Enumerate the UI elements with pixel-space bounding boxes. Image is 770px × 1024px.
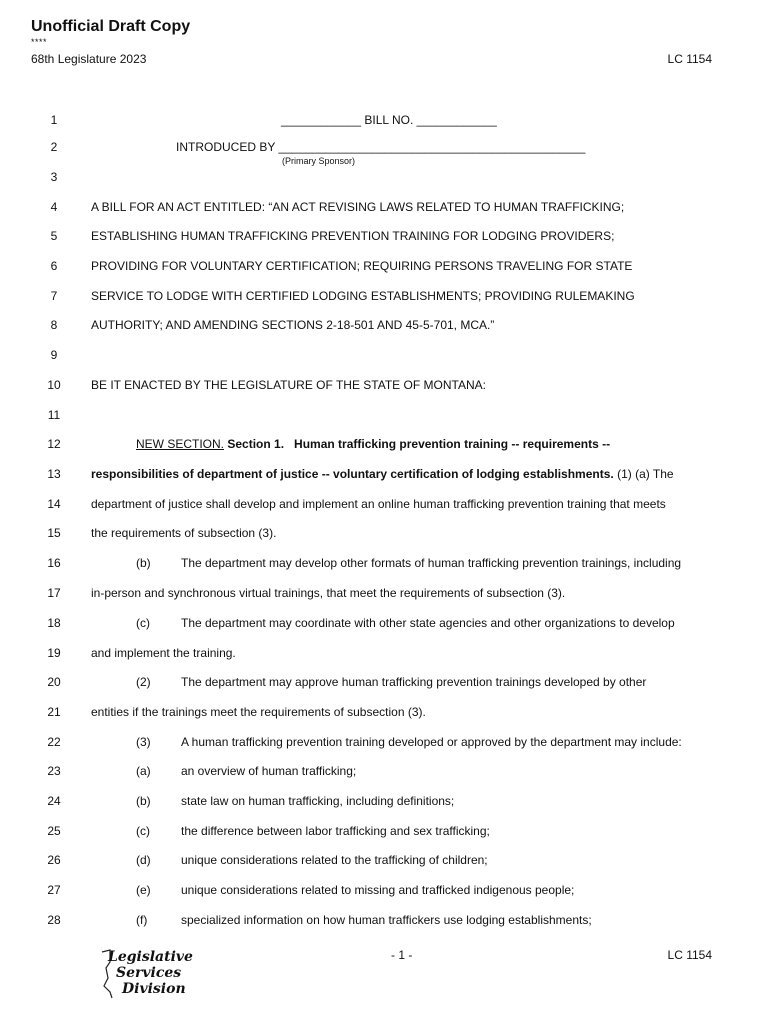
bill-line-11 — [0, 406, 770, 424]
line-text: The department may approve human trafficking prevention trainings developed by other — [181, 675, 647, 689]
line-number: 3 — [50, 170, 58, 184]
bill-line-21 — [0, 703, 770, 721]
subsection-marker: (3) — [136, 735, 151, 749]
bill-line-27 — [0, 881, 770, 899]
line-number: 21 — [47, 705, 61, 719]
line-number: 5 — [50, 229, 58, 243]
line-text: unique considerations related to missing and trafficked indigenous people; — [181, 883, 575, 897]
subsection-marker: (b) — [136, 794, 151, 808]
bill-number-blank: ____________ BILL NO. ____________ — [281, 113, 497, 127]
line-number: 7 — [50, 289, 58, 303]
bill-line-14 — [0, 495, 770, 513]
line-text: The department may coordinate with other state agencies and other organizations to develop — [181, 616, 675, 630]
line-number: 8 — [50, 318, 58, 332]
line-number: 4 — [50, 200, 58, 214]
line-number: 14 — [47, 497, 61, 511]
bill-line-23 — [0, 762, 770, 780]
bill-line-19 — [0, 644, 770, 662]
section-heading — [136, 435, 610, 453]
subsection-marker: (e) — [136, 883, 151, 897]
line-text: AUTHORITY; AND AMENDING SECTIONS 2-18-501 AND 45-5-701, MCA.” — [91, 318, 495, 332]
page-number: - 1 - — [391, 948, 413, 962]
logo-line-services: Services — [116, 965, 182, 981]
line-number: 18 — [47, 616, 61, 630]
bill-line-6 — [0, 257, 770, 275]
line-number: 1 — [50, 113, 58, 127]
line-text: department of justice shall develop and implement an online human trafficking prevention training that meets — [91, 497, 666, 511]
subsection-start: (1) (a) The — [613, 467, 674, 481]
line-text: SERVICE TO LODGE WITH CERTIFIED LODGING ESTABLISHMENTS; PROVIDING RULEMAKING — [91, 289, 635, 303]
line-number: 2 — [50, 140, 58, 154]
line-text: ESTABLISHING HUMAN TRAFFICKING PREVENTION TRAINING FOR LODGING PROVIDERS; — [91, 229, 615, 243]
subsection-marker: (2) — [136, 675, 151, 689]
line-number: 24 — [47, 794, 61, 808]
line-number: 16 — [47, 556, 61, 570]
bill-line-4 — [0, 198, 770, 216]
bill-line-18 — [0, 614, 770, 632]
line-text: specialized information on how human traffickers use lodging establishments; — [181, 913, 592, 927]
line-number: 23 — [47, 764, 61, 778]
doc-title: Unofficial Draft Copy — [31, 18, 191, 35]
line-number: 20 — [47, 675, 61, 689]
legislative-services-logo — [100, 948, 193, 1000]
line-number: 15 — [47, 526, 61, 540]
bill-line-26 — [0, 851, 770, 869]
subsection-marker: (f) — [136, 913, 148, 927]
line-text: in-person and synchronous virtual trainings, that meet the requirements of subsection (3). — [91, 586, 566, 600]
line-number: 10 — [47, 378, 61, 392]
line-text: unique considerations related to the trafficking of children; — [181, 853, 488, 867]
bill-line-17 — [0, 584, 770, 602]
bill-line-1 — [0, 111, 770, 129]
bill-line-20 — [0, 673, 770, 691]
line-text: entities if the trainings meet the requirements of subsection (3). — [91, 705, 426, 719]
line-text: an overview of human trafficking; — [181, 764, 357, 778]
line-number: 13 — [47, 467, 61, 481]
lc-number-footer: LC 1154 — [667, 948, 712, 962]
line-text — [91, 465, 674, 483]
lc-number-header: LC 1154 — [667, 52, 712, 66]
line-number: 22 — [47, 735, 61, 749]
bill-line-2 — [0, 138, 770, 156]
logo-line-legislative: Legislative — [108, 949, 193, 965]
subsection-marker: (c) — [136, 616, 150, 630]
legislature-label: 68th Legislature 2023 — [31, 52, 147, 66]
line-number: 27 — [47, 883, 61, 897]
bill-line-15 — [0, 524, 770, 542]
section-title: Human trafficking prevention training -- requirements -- — [294, 437, 611, 451]
line-number: 9 — [50, 348, 58, 362]
primary-sponsor-caption: (Primary Sponsor) — [282, 156, 356, 166]
bill-line-22 — [0, 733, 770, 751]
bill-line-13 — [0, 465, 770, 483]
line-text: the requirements of subsection (3). — [91, 526, 277, 540]
line-text: PROVIDING FOR VOLUNTARY CERTIFICATION; REQUIRING PERSONS TRAVELING FOR STATE — [91, 259, 633, 273]
line-number: 26 — [47, 853, 61, 867]
line-number: 6 — [50, 259, 58, 273]
line-text: A BILL FOR AN ACT ENTITLED: “AN ACT REVISING LAWS RELATED TO HUMAN TRAFFICKING; — [91, 200, 625, 214]
subsection-marker: (a) — [136, 764, 151, 778]
section-title-cont: responsibilities of department of justice -- voluntary certification of lodging establishments. — [91, 467, 614, 481]
subsection-marker: (b) — [136, 556, 151, 570]
line-number: 17 — [47, 586, 61, 600]
line-number: 12 — [47, 437, 61, 451]
introduced-by: INTRODUCED BY ______________________________________________ — [176, 140, 586, 154]
bill-line-16 — [0, 554, 770, 572]
line-number: 11 — [47, 408, 61, 422]
draft-stars: **** — [31, 37, 48, 47]
line-text: A human trafficking prevention training developed or approved by the department may include: — [181, 735, 682, 749]
line-number: 28 — [47, 913, 61, 927]
enacting-clause: BE IT ENACTED BY THE LEGISLATURE OF THE STATE OF MONTANA: — [91, 378, 486, 392]
line-text: and implement the training. — [91, 646, 236, 660]
bill-line-28 — [0, 911, 770, 929]
bill-line-9 — [0, 346, 770, 364]
bill-line-3 — [0, 168, 770, 186]
bill-line-25 — [0, 822, 770, 840]
bill-line-5 — [0, 227, 770, 245]
new-section-label: NEW SECTION. — [136, 437, 225, 451]
bill-line-8 — [0, 316, 770, 334]
line-number: 19 — [47, 646, 61, 660]
bill-line-24 — [0, 792, 770, 810]
section-number: Section 1. — [224, 437, 285, 451]
logo-line-division: Division — [122, 981, 186, 997]
line-text: the difference between labor trafficking and sex trafficking; — [181, 824, 490, 838]
bill-line-7 — [0, 287, 770, 305]
line-text: The department may develop other formats of human trafficking prevention trainings, including — [181, 556, 682, 570]
line-text: state law on human trafficking, including definitions; — [181, 794, 455, 808]
line-number: 25 — [47, 824, 61, 838]
subsection-marker: (c) — [136, 824, 150, 838]
bill-line-10 — [0, 376, 770, 394]
bill-line-12 — [0, 435, 770, 453]
subsection-marker: (d) — [136, 853, 151, 867]
